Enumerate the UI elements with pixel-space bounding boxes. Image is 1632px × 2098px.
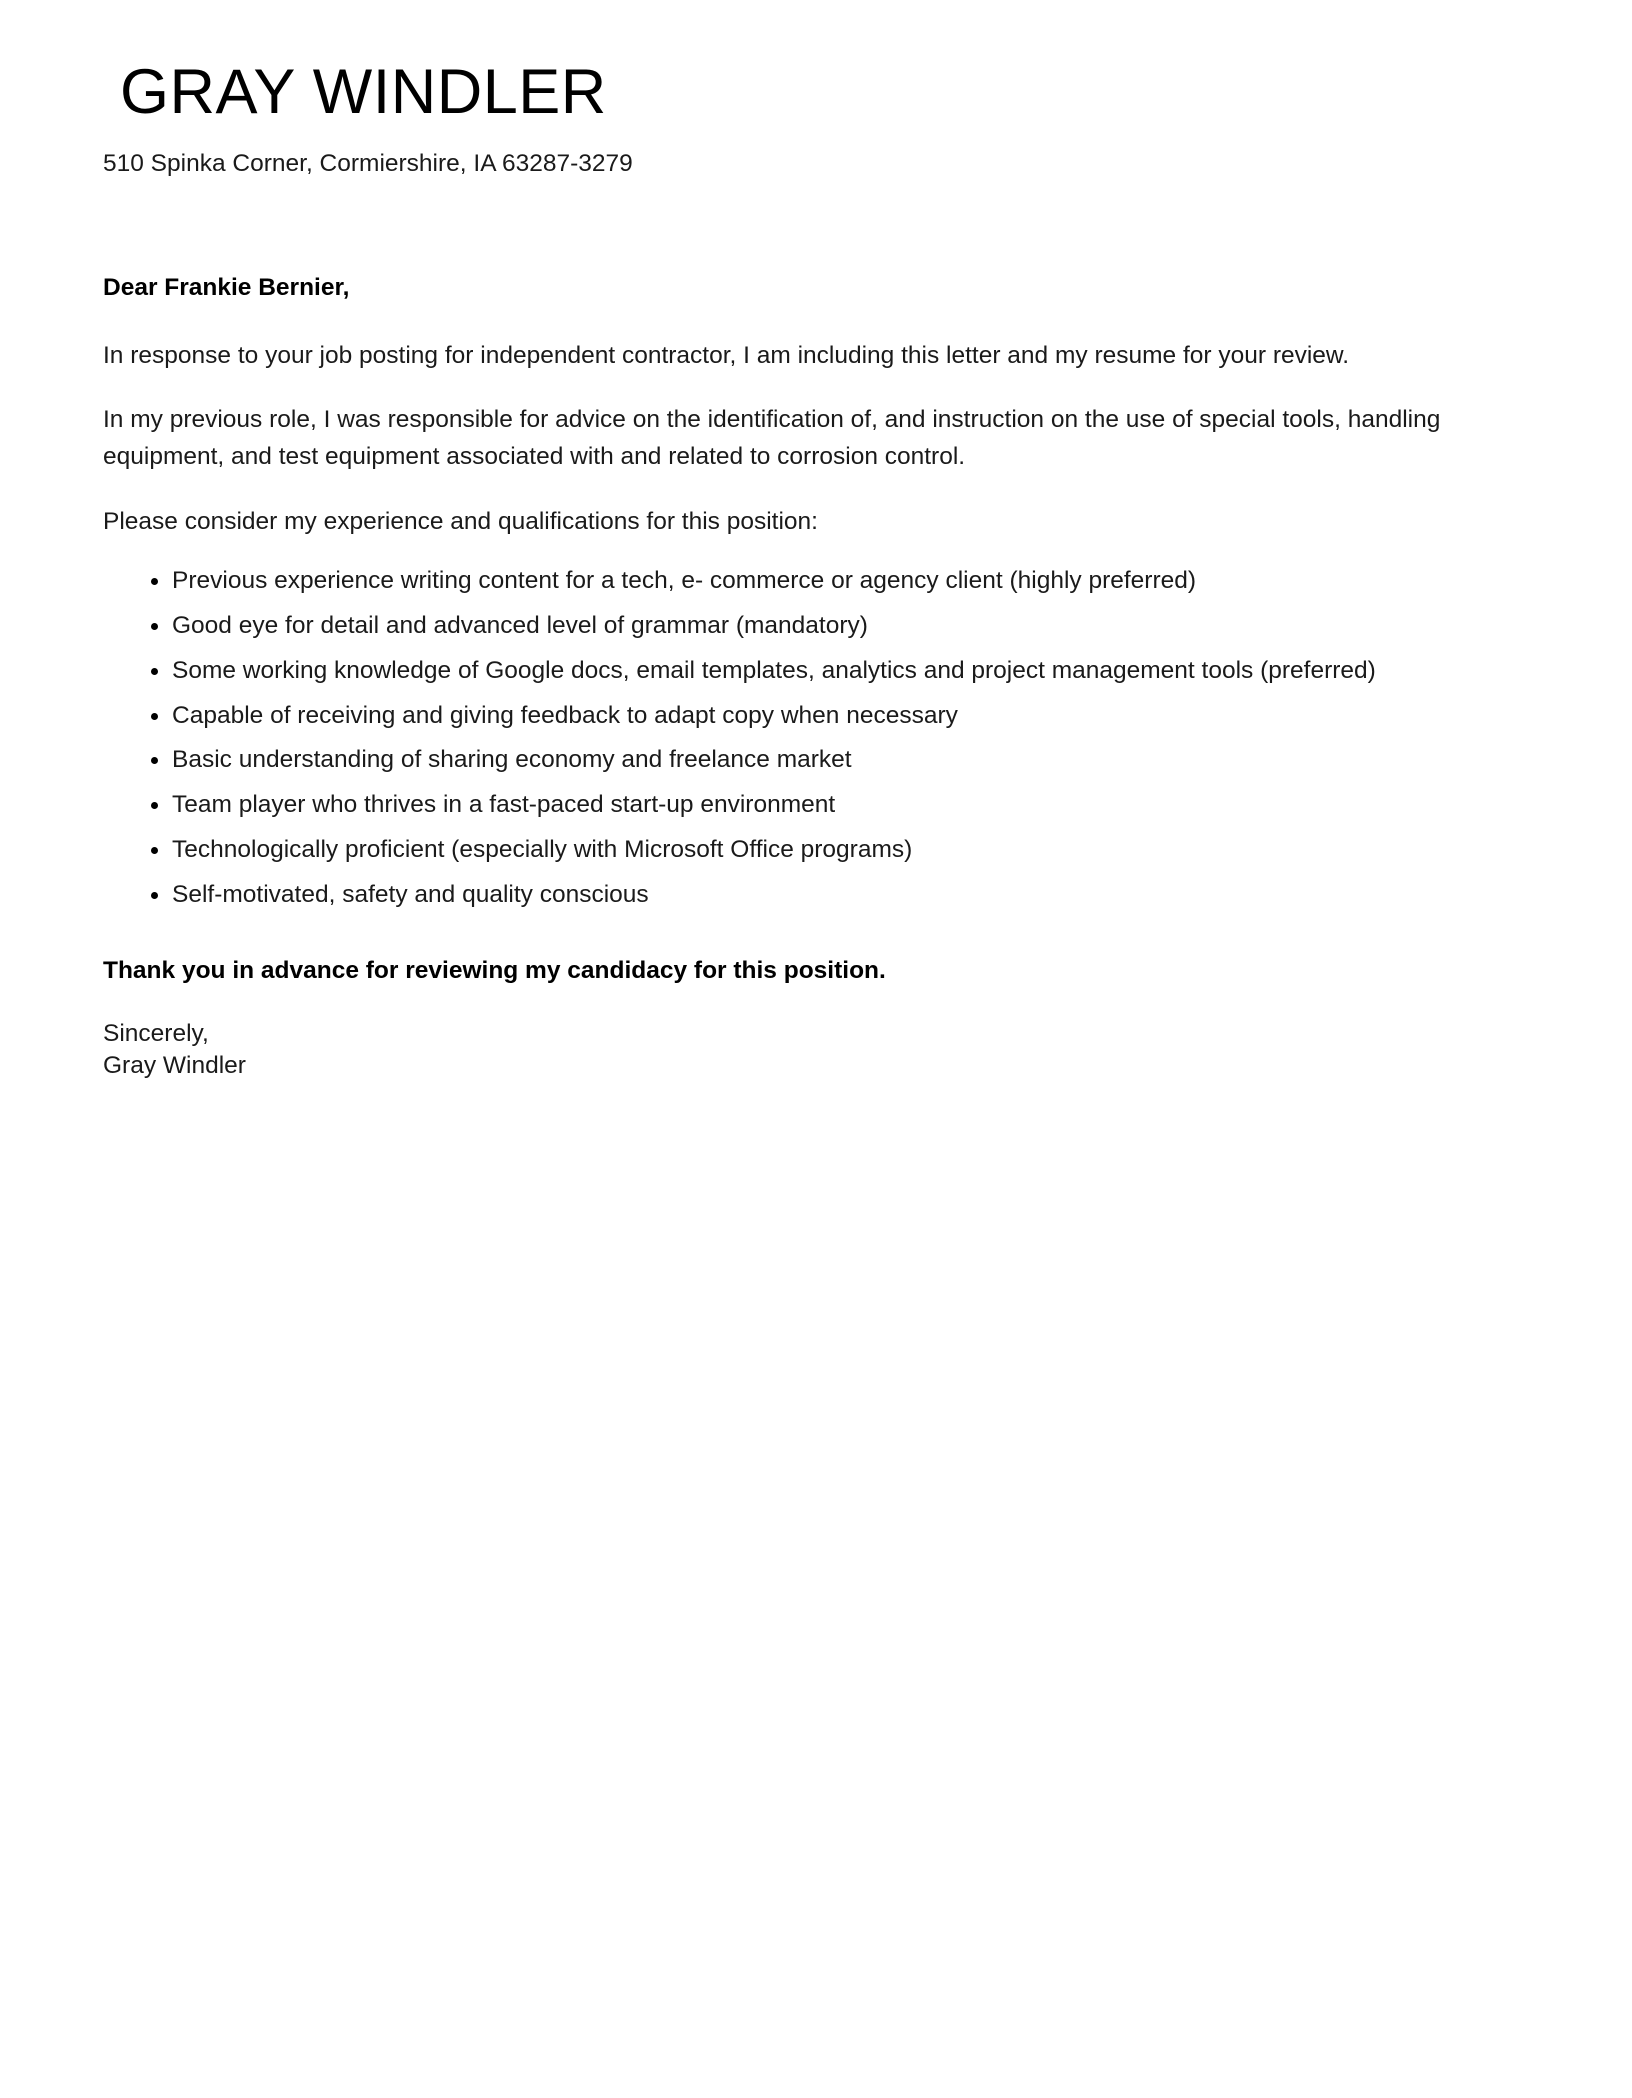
list-item: Some working knowledge of Google docs, email templates, analytics and project management tools (preferred) xyxy=(151,656,1443,685)
page-title: GRAY WINDLER xyxy=(120,57,607,127)
list-item: Self-motivated, safety and quality conscious xyxy=(151,880,1443,909)
signoff-valediction: Sincerely, xyxy=(103,1019,209,1047)
letter-body xyxy=(103,271,1443,1082)
closing-thanks: Thank you in advance for reviewing my candidacy for this position. xyxy=(103,956,886,984)
qualifications-lead-in: Please consider my experience and qualifications for this position: xyxy=(103,507,818,535)
letter-content xyxy=(103,0,1443,1082)
list-item: Good eye for detail and advanced level of grammar (mandatory) xyxy=(151,611,1443,640)
signature-block xyxy=(103,1018,1443,1083)
signoff-name: Gray Windler xyxy=(103,1051,246,1079)
letterhead xyxy=(103,0,1443,180)
list-item: Technologically proficient (especially with Microsoft Office programs) xyxy=(151,835,1443,864)
list-item: Basic understanding of sharing economy and freelance market xyxy=(151,745,1443,774)
list-item: Team player who thrives in a fast-paced start-up environment xyxy=(151,790,1443,819)
list-item: Previous experience writing content for a tech, e- commerce or agency client (highly preferred) xyxy=(151,566,1443,595)
salutation: Dear Frankie Bernier, xyxy=(103,273,350,301)
intro-paragraph: In response to your job posting for independent contractor, I am including this letter and my resume for your review. xyxy=(103,341,1350,369)
qualifications-list xyxy=(103,566,1443,910)
applicant-address: 510 Spinka Corner, Cormiershire, IA 63287-3279 xyxy=(103,150,633,178)
list-item: Capable of receiving and giving feedback to adapt copy when necessary xyxy=(151,701,1443,730)
experience-paragraph: In my previous role, I was responsible for advice on the identification of, and instruction on the use of special tools, handling equipment, and test equipment associated with and related to corrosion control. xyxy=(103,406,1441,471)
